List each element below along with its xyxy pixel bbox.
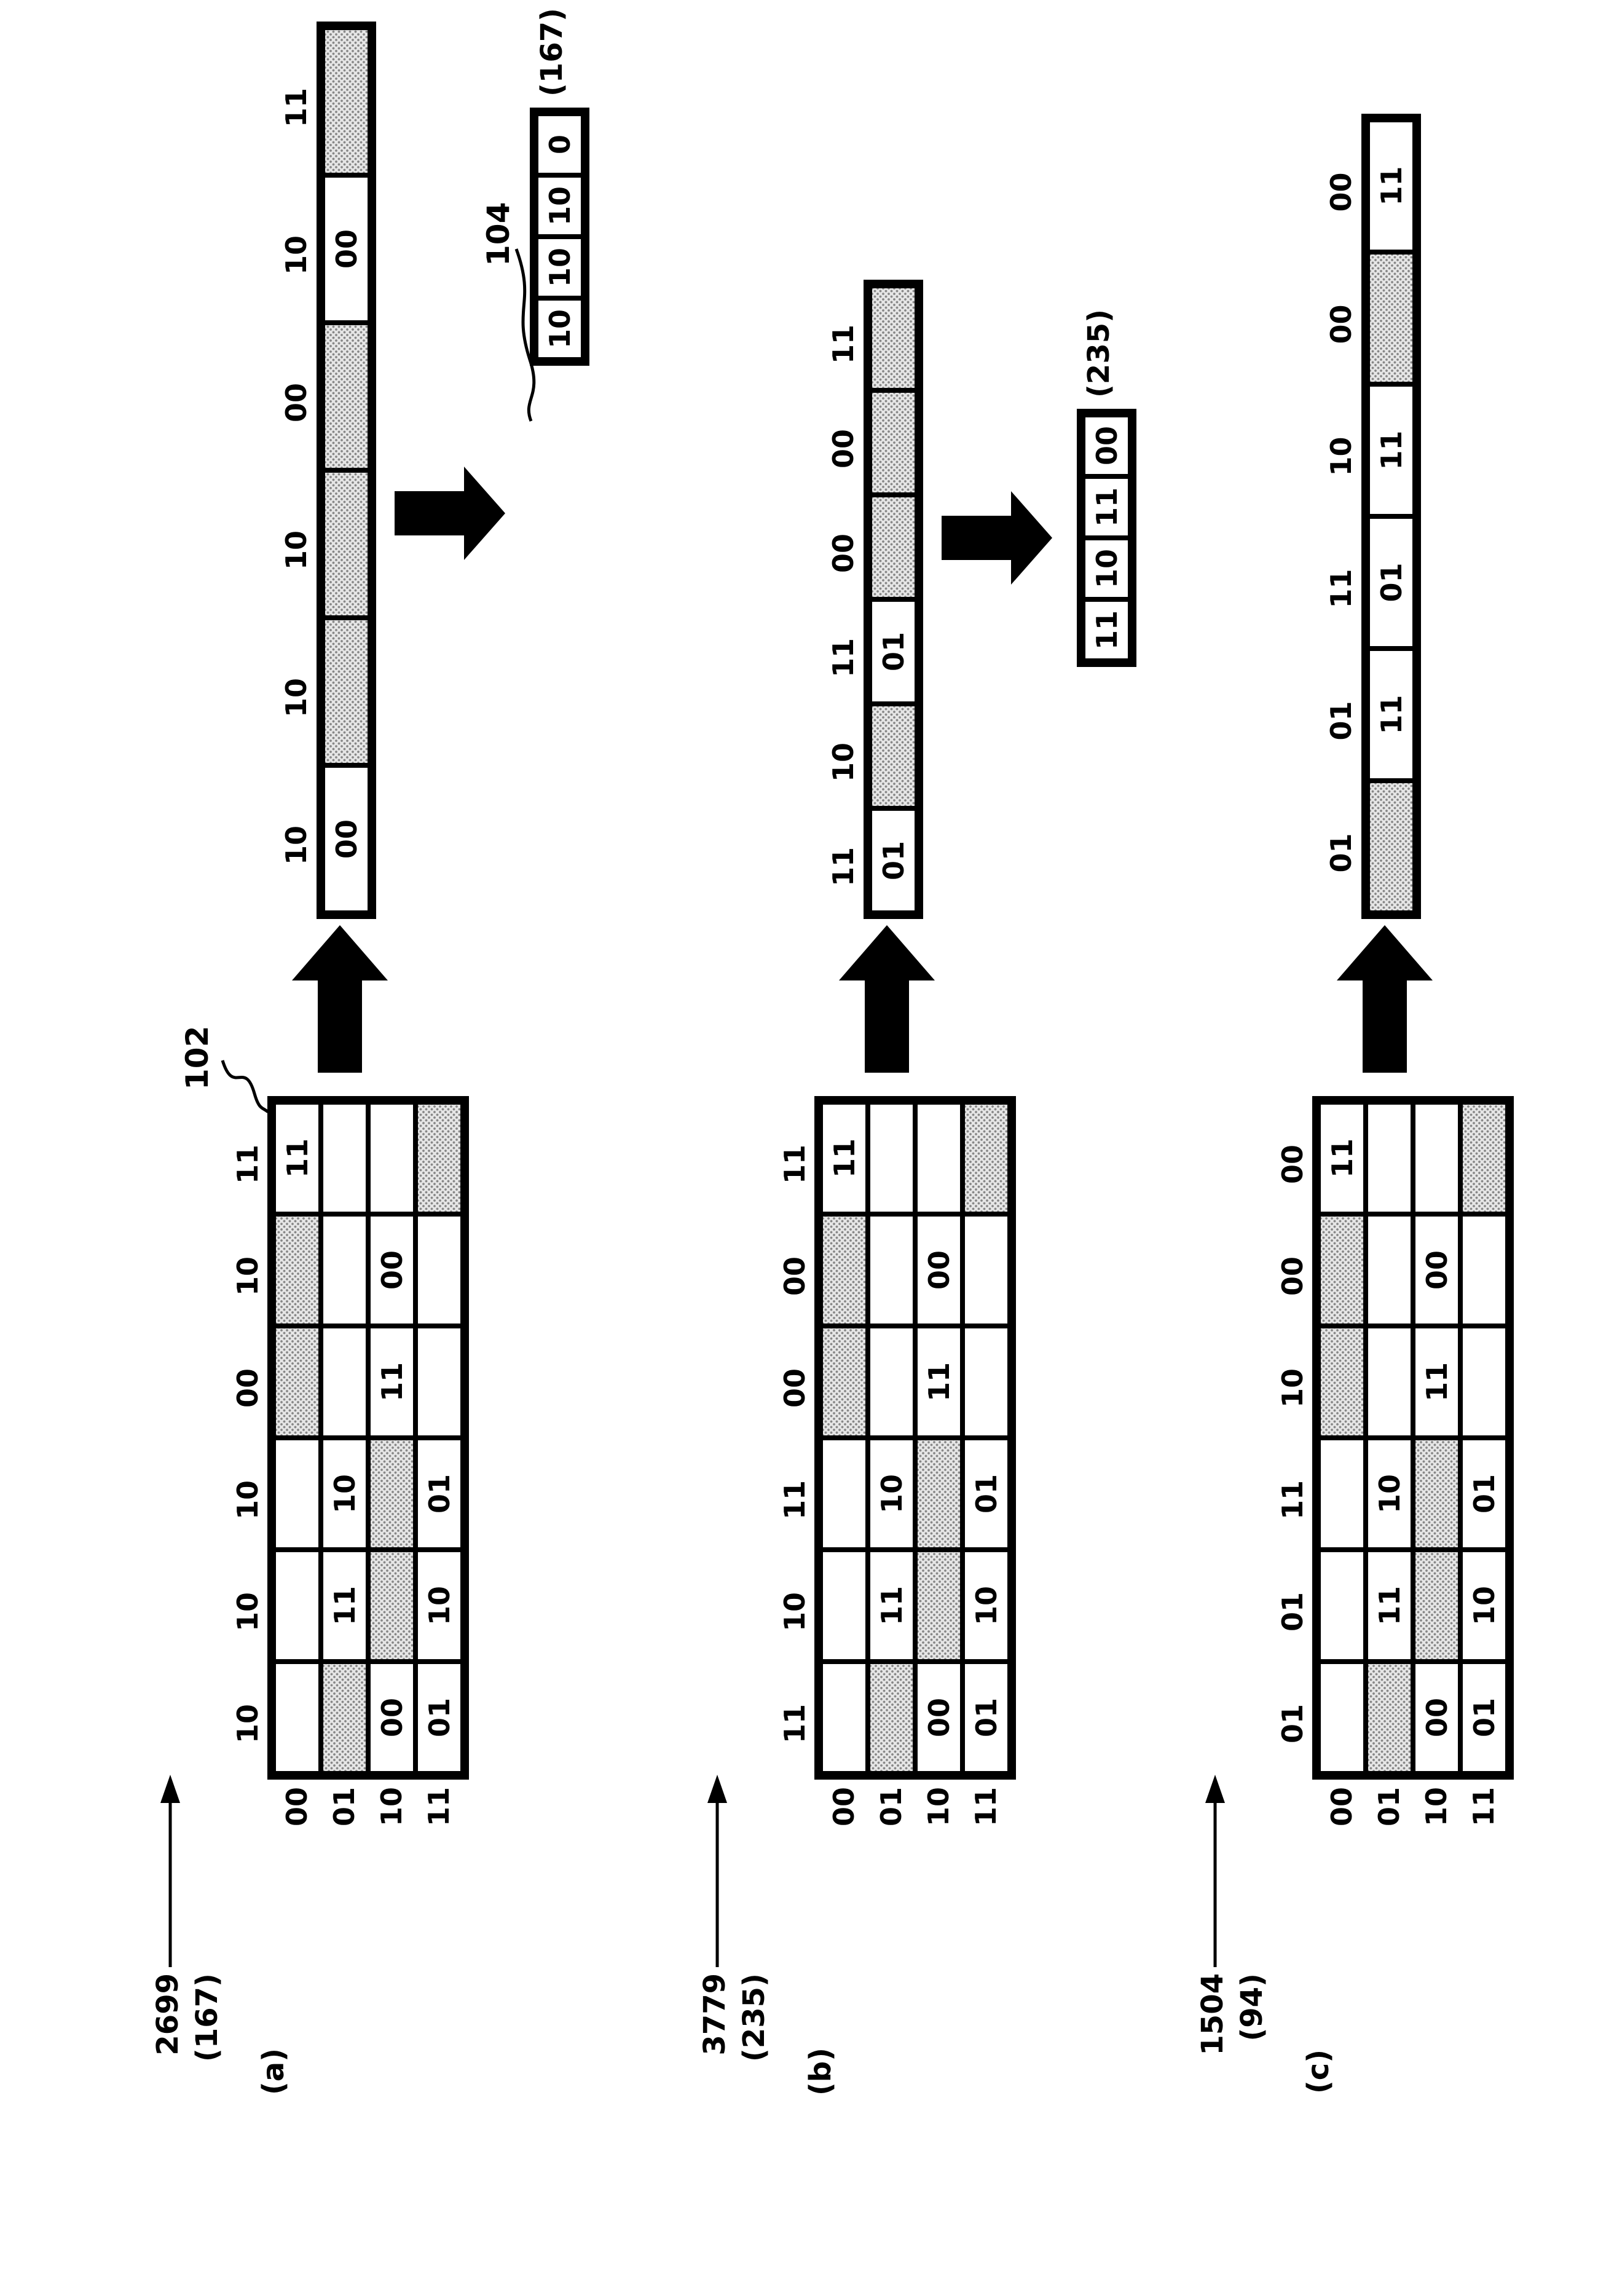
strip-b-cell: 01 <box>870 808 917 913</box>
strip-b-cell <box>870 704 917 808</box>
strip-a-cell <box>323 28 370 175</box>
table-c-cell <box>1318 1326 1366 1438</box>
strip-b-header: 00 <box>827 429 860 469</box>
table-b-cell <box>915 1438 962 1550</box>
table-c-cell: 11 <box>1413 1326 1460 1438</box>
table-c-row-label: 01 <box>1372 1787 1406 1827</box>
short-strip-b-label: (235) <box>1082 309 1116 398</box>
table-c-cell <box>1318 1550 1366 1662</box>
table-b-cell <box>915 1102 962 1214</box>
table-b-header: 11 <box>778 1145 811 1185</box>
table-b-row-label: 01 <box>875 1787 908 1827</box>
section-c-letter: (c) <box>1301 2049 1336 2094</box>
table-c-cell <box>1318 1662 1366 1773</box>
table-a-cell <box>274 1326 321 1438</box>
strip-b-header: 00 <box>827 534 860 574</box>
section-a-letter: (a) <box>256 2048 291 2096</box>
table-a-cell: 11 <box>368 1326 415 1438</box>
table-a-row-label: 01 <box>328 1787 361 1827</box>
table-c-cell: 01 <box>1460 1438 1508 1550</box>
strip-a-cell <box>323 618 370 765</box>
table-c-header: 01 <box>1276 1704 1309 1744</box>
table-c-header: 01 <box>1276 1592 1309 1632</box>
table-a-header: 11 <box>231 1145 264 1185</box>
table-a-cell <box>321 1326 368 1438</box>
table-a-cell <box>368 1550 415 1662</box>
strip-a <box>317 22 376 919</box>
table-a-row-label: 10 <box>375 1787 408 1827</box>
table-b-cell <box>962 1326 1010 1438</box>
table-a-cell <box>274 1438 321 1550</box>
table-b-header: 11 <box>778 1704 811 1744</box>
table-a-header: 10 <box>231 1704 264 1744</box>
table-a-cell: 01 <box>415 1438 463 1550</box>
section-c-value-sub: (94) <box>1235 1973 1269 2042</box>
strip-a-cell: 00 <box>323 175 370 323</box>
table-c-cell <box>1366 1214 1413 1326</box>
section-b-value-sub: (235) <box>737 1973 771 2062</box>
table-b-cell <box>868 1102 915 1214</box>
table-c-cell <box>1413 1550 1460 1662</box>
short-strip-a-cell: 10 <box>536 298 583 360</box>
table-a-row-label: 11 <box>422 1787 455 1827</box>
strip-a-header: 10 <box>280 826 313 866</box>
table-b-cell: 01 <box>962 1438 1010 1550</box>
table-a-cell: 00 <box>368 1662 415 1773</box>
strip-a-cell: 00 <box>323 765 370 913</box>
section-a-value: 2699 <box>151 1973 185 2056</box>
table-a-cell <box>368 1438 415 1550</box>
table-c-cell <box>1460 1326 1508 1438</box>
table-b-header: 00 <box>778 1368 811 1408</box>
table-a-cell: 01 <box>415 1662 463 1773</box>
table-a-header: 10 <box>231 1256 264 1296</box>
table-b-cell: 00 <box>915 1214 962 1326</box>
table-a-cell: 10 <box>415 1550 463 1662</box>
table-c-cell: 01 <box>1460 1662 1508 1773</box>
table-a-cell <box>321 1102 368 1214</box>
table-b-cell: 00 <box>915 1662 962 1773</box>
table-b-header: 00 <box>778 1256 811 1296</box>
callout-104-label: 104 <box>481 202 516 266</box>
table-c-row-label: 11 <box>1467 1787 1500 1827</box>
strip-a-header: 10 <box>280 235 313 275</box>
table-a-cell <box>321 1662 368 1773</box>
table-b-cell <box>868 1662 915 1773</box>
table-c-cell: 10 <box>1366 1438 1413 1550</box>
table-a-cell <box>274 1662 321 1773</box>
table-b <box>814 1096 1016 1780</box>
table-b-cell <box>962 1214 1010 1326</box>
table-b-cell: 11 <box>868 1550 915 1662</box>
table-b-cell <box>821 1550 868 1662</box>
short-strip-a-cell: 0 <box>536 114 583 175</box>
strip-a-cell <box>323 323 370 470</box>
table-c-header: 00 <box>1276 1145 1309 1185</box>
table-c-cell: 11 <box>1366 1550 1413 1662</box>
table-a-cell <box>415 1102 463 1214</box>
table-c-cell <box>1318 1214 1366 1326</box>
strip-c-header: 00 <box>1324 172 1358 212</box>
table-c-cell <box>1460 1214 1508 1326</box>
table-c-cell: 00 <box>1413 1214 1460 1326</box>
table-c-cell: 00 <box>1413 1662 1460 1773</box>
table-a-cell <box>321 1214 368 1326</box>
table-c-row-label: 00 <box>1325 1787 1358 1827</box>
table-a-header: 10 <box>231 1480 264 1520</box>
table-c-cell <box>1366 1662 1413 1773</box>
table-c-cell: 10 <box>1460 1550 1508 1662</box>
short-strip-a-label: (167) <box>535 7 569 97</box>
strip-b-header: 11 <box>827 325 860 365</box>
strip-c-cell <box>1368 781 1415 913</box>
table-c-cell <box>1366 1102 1413 1214</box>
strip-b-header: 11 <box>827 638 860 678</box>
short-strip-b-cell: 11 <box>1083 599 1130 661</box>
strip-c <box>1361 114 1421 919</box>
table-b-cell: 01 <box>962 1662 1010 1773</box>
table-b-cell <box>962 1102 1010 1214</box>
section-c-value: 1504 <box>1195 1973 1230 2056</box>
strip-b-header: 11 <box>827 847 860 887</box>
table-b-cell: 11 <box>821 1102 868 1214</box>
strip-c-header: 00 <box>1324 304 1358 344</box>
table-a-cell: 10 <box>321 1438 368 1550</box>
table-a-cell: 11 <box>274 1102 321 1214</box>
table-c-cell <box>1460 1102 1508 1214</box>
short-strip-b <box>1077 409 1136 667</box>
table-b-cell <box>868 1214 915 1326</box>
strip-b-cell <box>870 390 917 495</box>
table-b-cell <box>868 1326 915 1438</box>
table-a-cell <box>274 1214 321 1326</box>
table-c-cell <box>1318 1438 1366 1550</box>
strip-c-cell: 01 <box>1368 516 1415 649</box>
short-strip-b-cell: 10 <box>1083 538 1130 599</box>
strip-c-header: 11 <box>1324 569 1358 609</box>
table-c-cell <box>1413 1438 1460 1550</box>
table-b-cell <box>821 1326 868 1438</box>
table-c-cell <box>1413 1102 1460 1214</box>
strip-c-cell: 11 <box>1368 649 1415 781</box>
table-c <box>1312 1096 1514 1780</box>
short-strip-a-cell: 10 <box>536 175 583 237</box>
table-c-row-label: 10 <box>1420 1787 1453 1827</box>
table-b-cell <box>821 1438 868 1550</box>
table-b-cell <box>821 1214 868 1326</box>
table-b-row-label: 11 <box>969 1787 1002 1827</box>
table-a-header: 10 <box>231 1592 264 1632</box>
strip-a-cell <box>323 470 370 618</box>
table-b-cell: 10 <box>962 1550 1010 1662</box>
strip-c-cell: 11 <box>1368 384 1415 516</box>
short-strip-a-cell: 10 <box>536 237 583 298</box>
section-b-value: 3779 <box>698 1973 732 2056</box>
table-b-row-label: 10 <box>922 1787 955 1827</box>
strip-a-header: 10 <box>280 678 313 718</box>
callout-102-label: 102 <box>179 1025 215 1090</box>
strip-b <box>864 280 923 919</box>
table-a-cell <box>415 1326 463 1438</box>
table-c-header: 11 <box>1276 1480 1309 1520</box>
strip-c-header: 10 <box>1324 436 1358 476</box>
table-a-cell <box>415 1214 463 1326</box>
table-b-row-label: 00 <box>827 1787 860 1827</box>
strip-a-header: 10 <box>280 531 313 570</box>
table-a-cell: 11 <box>321 1550 368 1662</box>
table-c-header: 00 <box>1276 1256 1309 1296</box>
table-a-header: 00 <box>231 1368 264 1408</box>
strip-b-cell <box>870 286 917 390</box>
short-strip-b-cell: 00 <box>1083 415 1130 476</box>
section-b-letter: (b) <box>803 2047 838 2096</box>
strip-b-header: 10 <box>827 743 860 783</box>
strip-a-header: 11 <box>280 88 313 128</box>
table-c-cell <box>1366 1326 1413 1438</box>
short-strip-a <box>530 108 589 366</box>
table-b-cell <box>915 1550 962 1662</box>
table-b-cell: 11 <box>915 1326 962 1438</box>
section-a-value-sub: (167) <box>190 1973 224 2062</box>
table-b-cell: 10 <box>868 1438 915 1550</box>
strip-c-header: 01 <box>1324 833 1358 873</box>
short-strip-b-cell: 11 <box>1083 476 1130 538</box>
table-a-cell: 00 <box>368 1214 415 1326</box>
table-a-row-label: 00 <box>280 1787 313 1827</box>
table-a <box>267 1096 469 1780</box>
strip-c-header: 01 <box>1324 701 1358 741</box>
table-a-cell <box>274 1550 321 1662</box>
strip-c-cell <box>1368 252 1415 384</box>
strip-b-cell: 01 <box>870 599 917 704</box>
table-b-header: 10 <box>778 1592 811 1632</box>
table-b-cell <box>821 1662 868 1773</box>
table-a-cell <box>368 1102 415 1214</box>
table-b-header: 11 <box>778 1480 811 1520</box>
table-c-cell: 11 <box>1318 1102 1366 1214</box>
strip-a-header: 00 <box>280 383 313 423</box>
strip-c-cell: 11 <box>1368 120 1415 252</box>
strip-b-cell <box>870 495 917 599</box>
table-c-header: 10 <box>1276 1368 1309 1408</box>
